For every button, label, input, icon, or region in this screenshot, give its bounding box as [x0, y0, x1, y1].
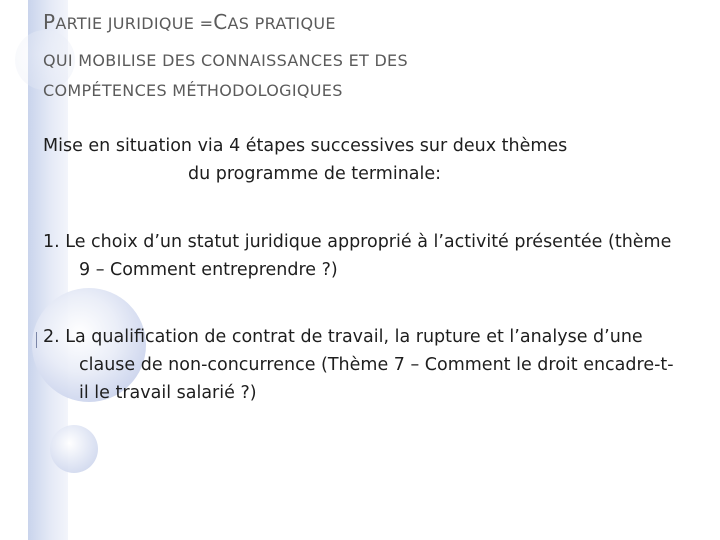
title-initial-1: P — [43, 10, 56, 34]
intro-paragraph — [43, 132, 683, 188]
intro-line-1: Mise en situation via 4 étapes successives sur deux thèmes — [43, 136, 568, 156]
slide-title — [43, 10, 703, 106]
title-line-2: QUI MOBILISE DES CONNAISSANCES ET DES — [43, 51, 408, 70]
title-initial-2: C — [213, 10, 228, 34]
title-text-2: AS PRATIQUE — [227, 14, 336, 33]
decorative-bracket — [36, 332, 41, 348]
list-item-1: 1. Le choix d’un statut juridique approprié à l’activité présentée (thème 9 – Comment entreprendre ?) — [43, 232, 672, 280]
title-text-1: ARTIE JURIDIQUE = — [55, 14, 214, 33]
slide-body — [43, 132, 683, 407]
title-line-3: COMPÉTENCES MÉTHODOLOGIQUES — [43, 81, 343, 100]
title-line-1 — [43, 10, 703, 36]
list-item-2: 2. La qualification de contrat de travail, la rupture et l’analyse d’une clause de non-concurrence (Thème 7 – Comment le droit encadre-t-il le travail salarié ?) — [43, 327, 674, 403]
intro-line-2: du programme de terminale: — [188, 164, 442, 184]
decorative-circle-small — [50, 425, 98, 473]
